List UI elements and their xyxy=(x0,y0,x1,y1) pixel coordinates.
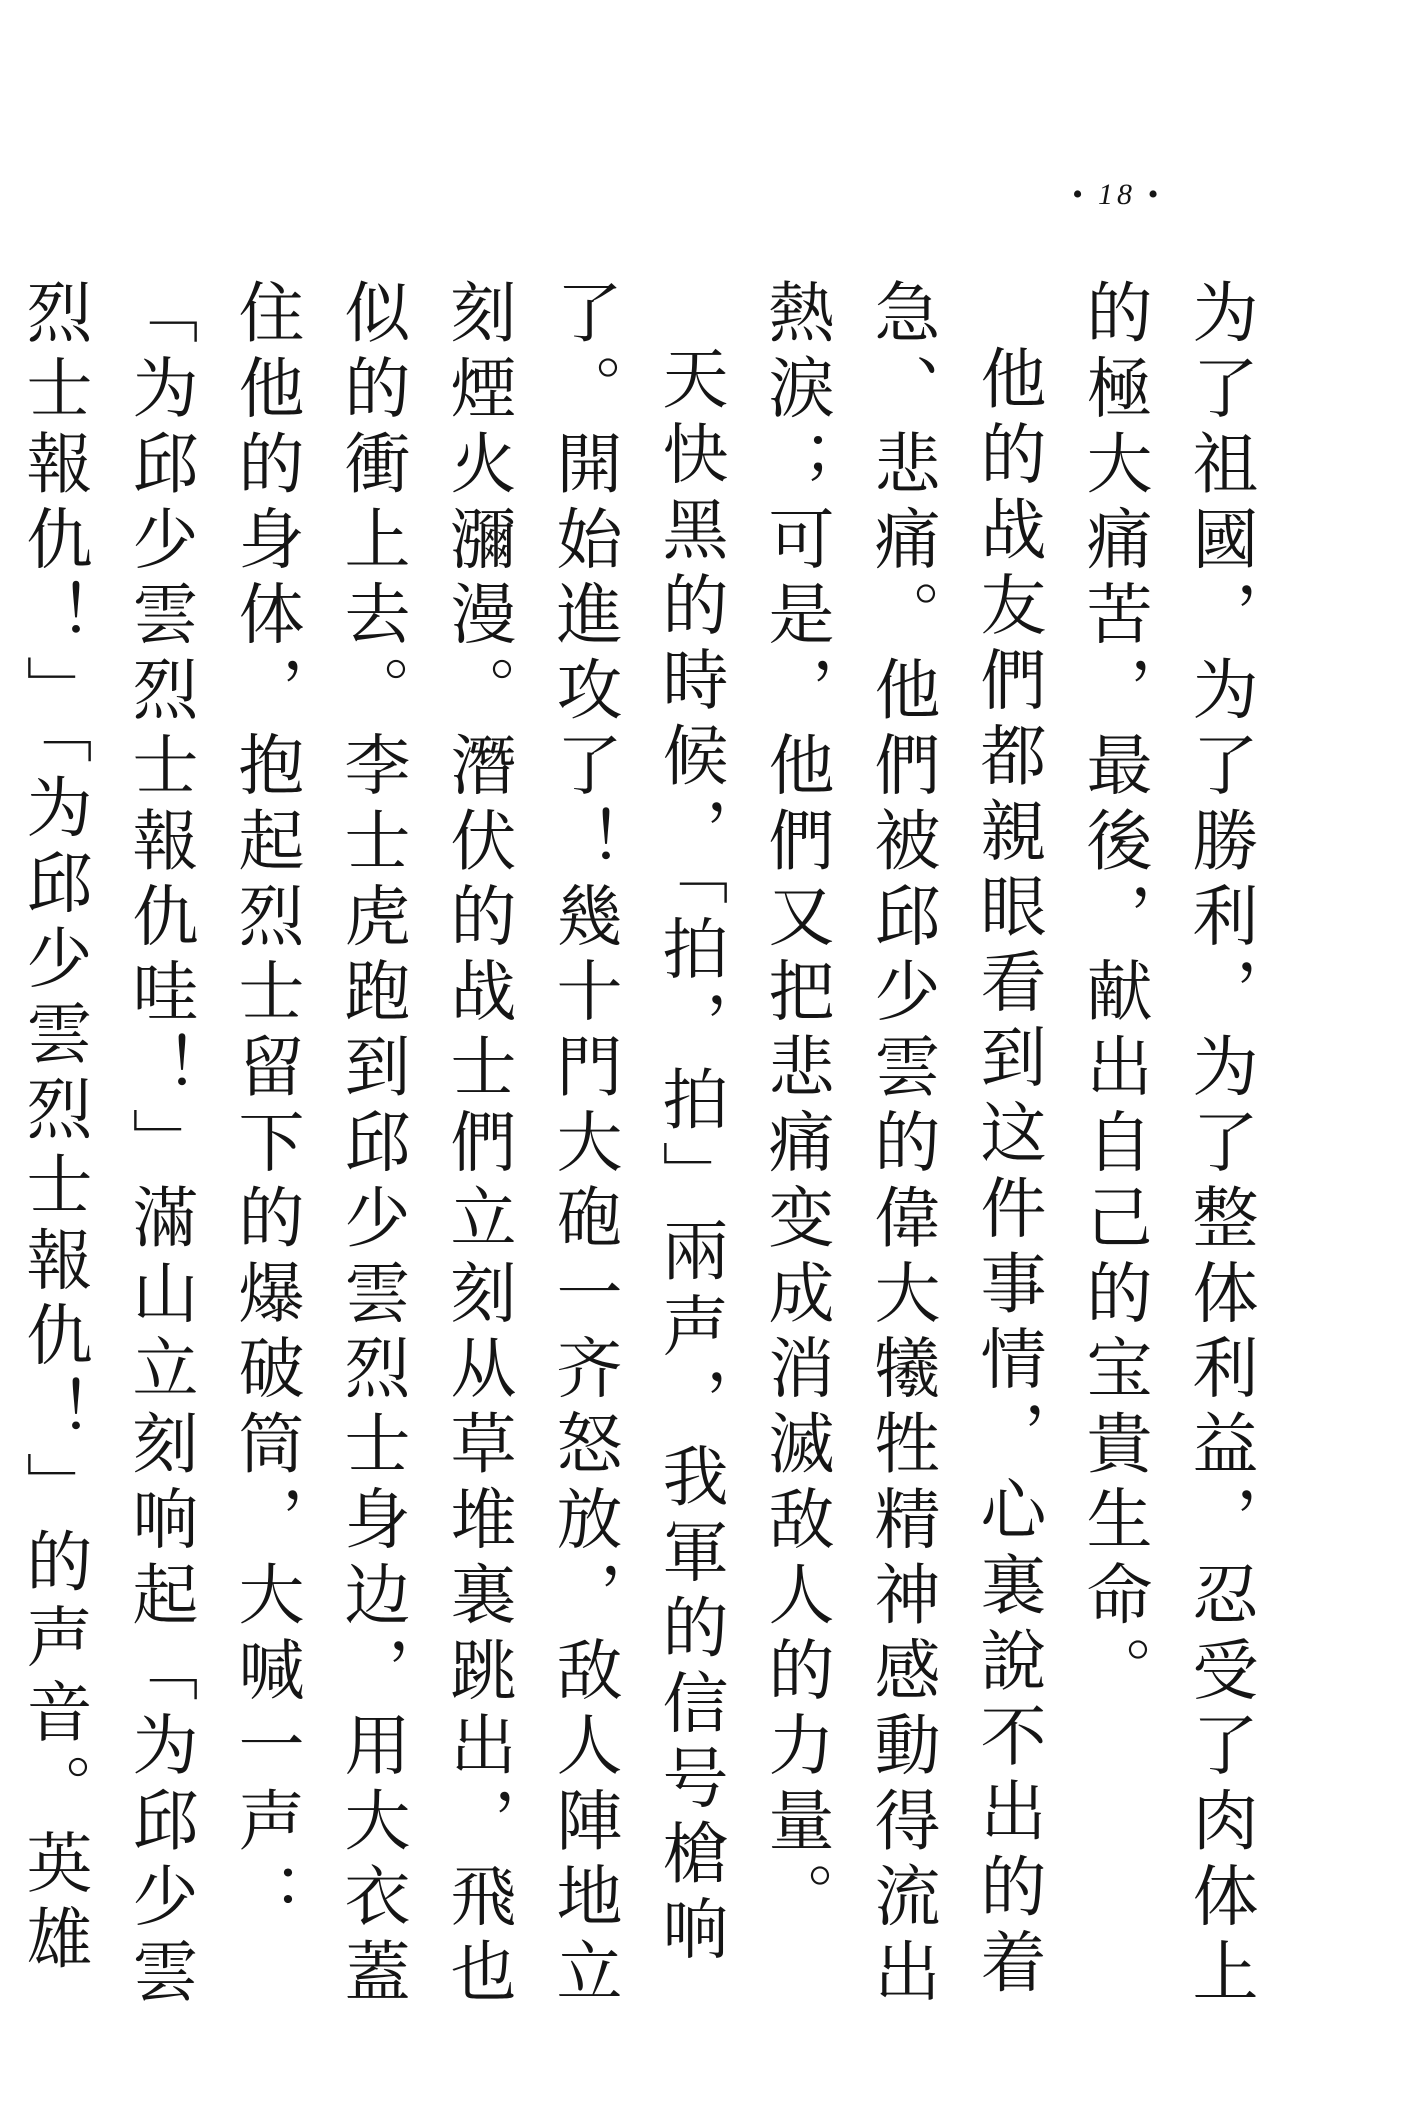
paragraph-2: 他的战友們都親眼看到这件事情，心裏說不出的着急、悲痛。他們被邱少雲的偉大犧牲精神感動得流出熱淚；可是，他們又把悲痛变成消滅敌人的力量。 xyxy=(757,278,1046,2013)
page-number: • 18 • xyxy=(1072,178,1163,211)
paragraph-1: 为了祖國，为了勝利，为了整体利益，忍受了肉体上的極大痛苦，最後，献出自己的宝貴生命。 xyxy=(1075,278,1258,2013)
vertical-text-body xyxy=(15,278,1272,2038)
paragraph-3: 天快黑的時候，「拍，拍」兩声，我軍的信号槍响了。開始進攻了！幾十門大砲一齐怒放，敌人陣地立刻煙火瀰漫。潛伏的战士們立刻从草堆裏跳出，飛也似的衝上去。李士虎跑到邱少雲烈士身边，用大衣蓋住他的身体，抱起烈士留下的爆破筒，大喊一声：「为邱少雲烈士報仇哇！」滿山立刻响起「为邱少雲烈士報仇！」「为邱少雲烈士報仇！」的声音。英雄 xyxy=(15,278,728,2013)
